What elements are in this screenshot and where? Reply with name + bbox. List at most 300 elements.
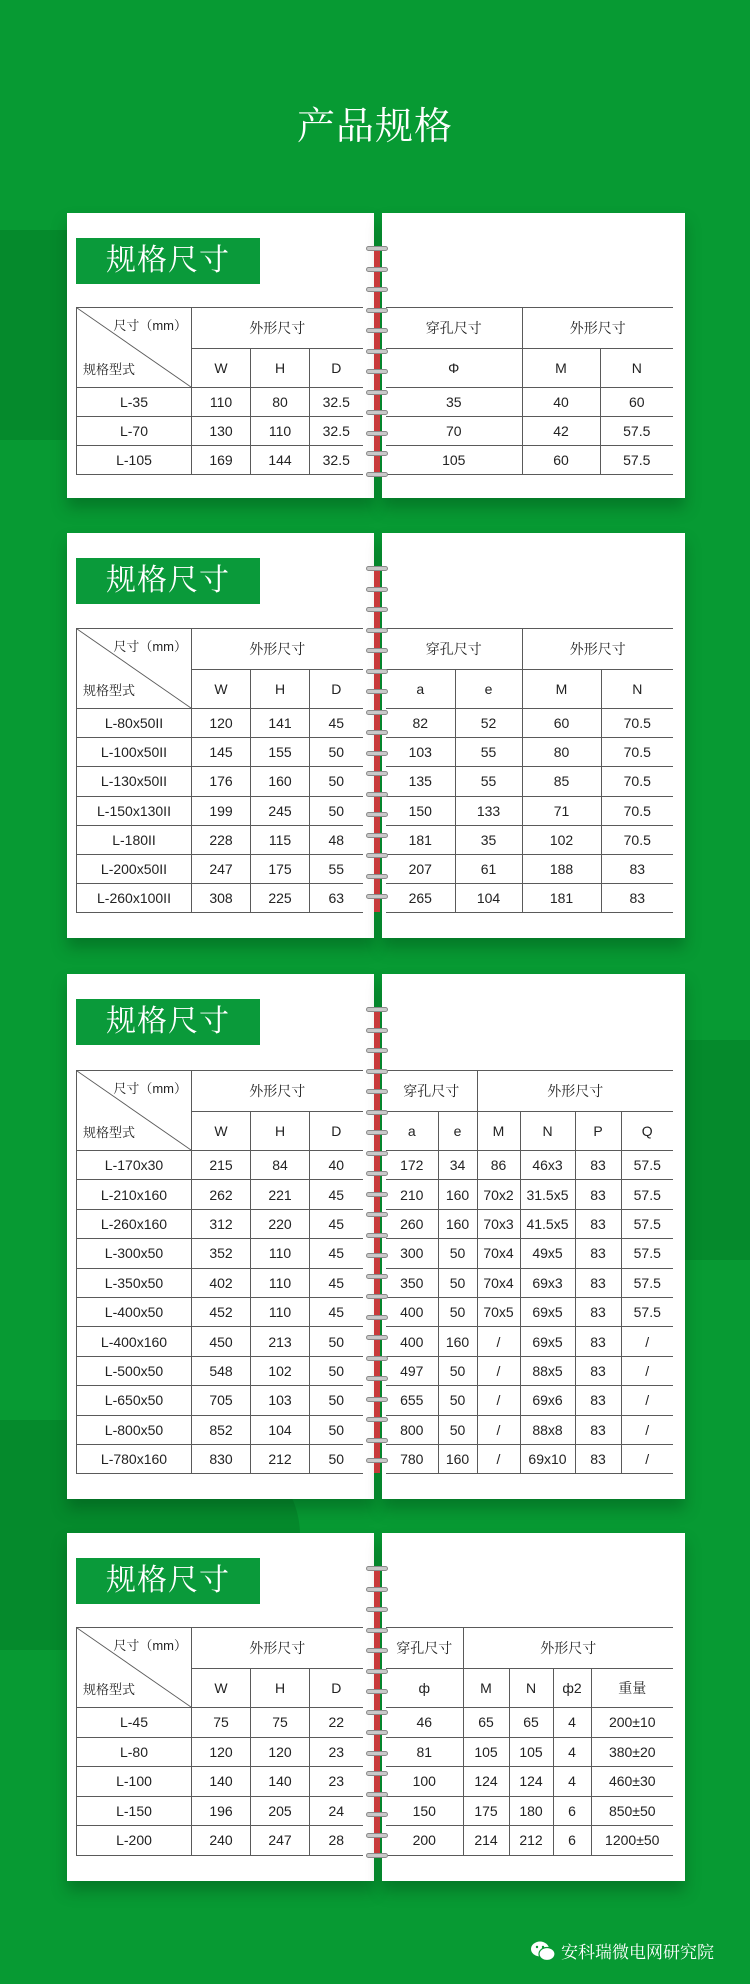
value-cell: 124 — [463, 1767, 509, 1797]
value-cell: 115 — [251, 825, 310, 854]
binding-ring — [366, 410, 388, 415]
binding-ring — [366, 1212, 388, 1217]
value-cell: 57.5 — [600, 417, 673, 446]
table-row — [386, 825, 673, 854]
value-cell: 247 — [192, 854, 251, 883]
corner-bottom-label: 规格型式 — [83, 362, 136, 377]
value-cell: 83 — [575, 1444, 621, 1473]
value-cell: 83 — [575, 1180, 621, 1209]
table-row — [386, 388, 673, 417]
column-header: N — [520, 1112, 575, 1151]
column-header: H — [251, 670, 310, 709]
value-cell: 402 — [192, 1268, 251, 1297]
column-header: a — [386, 1112, 438, 1151]
binding-ring — [366, 833, 388, 838]
value-cell: 40 — [310, 1151, 363, 1180]
corner-header — [77, 629, 192, 709]
value-cell: 110 — [251, 1268, 310, 1297]
value-cell: 497 — [386, 1356, 438, 1385]
value-cell: 265 — [386, 884, 455, 913]
model-cell: L-180II — [77, 825, 192, 854]
value-cell: 215 — [192, 1151, 251, 1180]
value-cell: 213 — [251, 1327, 310, 1356]
header-row — [77, 1071, 363, 1112]
header-row — [386, 349, 673, 388]
table-row — [77, 417, 363, 446]
table-row — [386, 1826, 673, 1856]
value-cell: / — [477, 1356, 520, 1385]
value-cell: 34 — [438, 1151, 477, 1180]
value-cell: 83 — [575, 1151, 621, 1180]
model-cell: L-350x50 — [77, 1268, 192, 1297]
value-cell: 135 — [386, 767, 455, 796]
table-row — [386, 1444, 673, 1473]
model-cell: L-150x130II — [77, 796, 192, 825]
value-cell: 85 — [522, 767, 601, 796]
value-cell: 212 — [509, 1826, 553, 1856]
column-header: P — [575, 1112, 621, 1151]
column-header: ф — [386, 1669, 463, 1708]
value-cell: 300 — [386, 1239, 438, 1268]
binding-ring — [366, 1812, 388, 1817]
group-header: 外形尺寸 — [522, 308, 673, 349]
value-cell: 705 — [192, 1386, 251, 1415]
table-row — [77, 767, 363, 796]
value-cell: 50 — [438, 1268, 477, 1297]
binding-ring — [366, 607, 388, 612]
table-row — [77, 388, 363, 417]
table-row — [386, 709, 673, 738]
spec-table-left — [76, 307, 363, 475]
spec-table-left — [76, 628, 363, 913]
value-cell: 181 — [522, 884, 601, 913]
binding-ring — [366, 689, 388, 694]
value-cell: 23 — [310, 1767, 363, 1797]
model-cell: L-650x50 — [77, 1386, 192, 1415]
table-row — [386, 854, 673, 883]
value-cell: 83 — [575, 1209, 621, 1238]
value-cell: 110 — [251, 417, 310, 446]
value-cell: 81 — [386, 1737, 463, 1767]
value-cell: / — [621, 1415, 673, 1444]
table-row — [77, 796, 363, 825]
value-cell: 400 — [386, 1297, 438, 1326]
value-cell: 40 — [522, 388, 600, 417]
binding-ring — [366, 1751, 388, 1756]
column-header: D — [310, 1112, 363, 1151]
model-cell: L-260x100II — [77, 884, 192, 913]
table-row — [386, 1415, 673, 1444]
model-cell: L-130x50II — [77, 767, 192, 796]
value-cell: 70x4 — [477, 1239, 520, 1268]
value-cell: 75 — [192, 1708, 251, 1738]
value-cell: / — [621, 1444, 673, 1473]
column-header: H — [251, 1669, 310, 1708]
binding-ring — [366, 730, 388, 735]
value-cell: 380±20 — [591, 1737, 673, 1767]
value-cell: 55 — [455, 738, 522, 767]
value-cell: 57.5 — [600, 446, 673, 475]
value-cell: 45 — [310, 709, 363, 738]
value-cell: 46 — [386, 1708, 463, 1738]
value-cell: 83 — [575, 1239, 621, 1268]
group-header: 外形尺寸 — [192, 308, 363, 349]
spec-table-right — [386, 1627, 673, 1856]
table-row — [77, 1327, 363, 1356]
binding-ring — [366, 1566, 388, 1571]
model-cell: L-780x160 — [77, 1444, 192, 1473]
value-cell: 50 — [310, 1327, 363, 1356]
binding-ring — [366, 1438, 388, 1443]
value-cell: 45 — [310, 1239, 363, 1268]
binding-ring — [366, 792, 388, 797]
value-cell: 144 — [251, 446, 310, 475]
value-cell: 110 — [251, 1239, 310, 1268]
binding-ring — [366, 1648, 388, 1653]
value-cell: 57.5 — [621, 1180, 673, 1209]
header-row — [386, 1669, 673, 1708]
value-cell: 800 — [386, 1415, 438, 1444]
group-header: 穿孔尺寸 — [386, 1071, 477, 1112]
value-cell: 140 — [251, 1767, 310, 1797]
column-header: D — [310, 349, 363, 388]
spec-table-left — [76, 1627, 363, 1856]
corner-top-label: 尺寸（mm） — [113, 1081, 187, 1096]
column-header: N — [601, 670, 673, 709]
model-cell: L-400x50 — [77, 1297, 192, 1326]
column-header: ф2 — [553, 1669, 591, 1708]
table-row — [77, 1444, 363, 1473]
value-cell: 400 — [386, 1327, 438, 1356]
value-cell: 57.5 — [621, 1297, 673, 1326]
column-header: M — [522, 670, 601, 709]
value-cell: 245 — [251, 796, 310, 825]
binding-ring — [366, 1171, 388, 1176]
binding-ring — [366, 566, 388, 571]
value-cell: 50 — [310, 1415, 363, 1444]
value-cell: 150 — [386, 796, 455, 825]
value-cell: 130 — [192, 417, 251, 446]
column-header: Φ — [386, 349, 522, 388]
group-header: 穿孔尺寸 — [386, 629, 522, 670]
value-cell: / — [477, 1386, 520, 1415]
binding-ring — [366, 1048, 388, 1053]
group-header: 外形尺寸 — [192, 629, 363, 670]
table-row — [77, 738, 363, 767]
value-cell: 50 — [310, 796, 363, 825]
value-cell: 830 — [192, 1444, 251, 1473]
binding-ring — [366, 1151, 388, 1156]
value-cell: 83 — [575, 1356, 621, 1385]
value-cell: 83 — [575, 1327, 621, 1356]
spec-table-left — [76, 1070, 363, 1474]
model-cell: L-80 — [77, 1737, 192, 1767]
value-cell: 160 — [438, 1180, 477, 1209]
value-cell: 133 — [455, 796, 522, 825]
spiral-spine — [374, 248, 380, 474]
binding-ring — [366, 1417, 388, 1422]
value-cell: 240 — [192, 1826, 251, 1856]
value-cell: 55 — [310, 854, 363, 883]
header-row — [386, 629, 673, 670]
table-row — [77, 709, 363, 738]
value-cell: 140 — [192, 1767, 251, 1797]
value-cell: 57.5 — [621, 1151, 673, 1180]
value-cell: 57.5 — [621, 1209, 673, 1238]
value-cell: 120 — [192, 1737, 251, 1767]
value-cell: 31.5x5 — [520, 1180, 575, 1209]
value-cell: 69x6 — [520, 1386, 575, 1415]
binding-ring — [366, 1356, 388, 1361]
binding-ring — [366, 369, 388, 374]
value-cell: / — [477, 1444, 520, 1473]
binding-ring — [366, 1130, 388, 1135]
value-cell: 141 — [251, 709, 310, 738]
column-header: M — [477, 1112, 520, 1151]
model-cell: L-105 — [77, 446, 192, 475]
value-cell: 212 — [251, 1444, 310, 1473]
value-cell: 88x5 — [520, 1356, 575, 1385]
binding-ring — [366, 1294, 388, 1299]
group-header: 穿孔尺寸 — [386, 308, 522, 349]
value-cell: 247 — [251, 1826, 310, 1856]
table-row — [386, 1737, 673, 1767]
value-cell: 69x5 — [520, 1327, 575, 1356]
table-row — [386, 1297, 673, 1326]
model-cell: L-300x50 — [77, 1239, 192, 1268]
spec-table-right — [386, 307, 673, 475]
value-cell: 82 — [386, 709, 455, 738]
model-cell: L-400x160 — [77, 1327, 192, 1356]
model-cell: L-80x50II — [77, 709, 192, 738]
value-cell: 42 — [522, 417, 600, 446]
model-cell: L-260x160 — [77, 1209, 192, 1238]
table-row — [77, 1239, 363, 1268]
table-row — [386, 1386, 673, 1415]
section-label: 规格尺寸 — [76, 999, 260, 1045]
binding-ring — [366, 1069, 388, 1074]
value-cell: / — [621, 1327, 673, 1356]
binding-ring — [366, 1089, 388, 1094]
binding-ring — [366, 1607, 388, 1612]
table-row — [386, 446, 673, 475]
header-row — [77, 629, 363, 670]
value-cell: 312 — [192, 1209, 251, 1238]
model-cell: L-35 — [77, 388, 192, 417]
model-cell: L-45 — [77, 1708, 192, 1738]
binding-ring — [366, 812, 388, 817]
value-cell: 308 — [192, 884, 251, 913]
table-row — [386, 1268, 673, 1297]
value-cell: 32.5 — [310, 388, 363, 417]
value-cell: 452 — [192, 1297, 251, 1326]
value-cell: 46x3 — [520, 1151, 575, 1180]
binding-ring — [366, 1771, 388, 1776]
value-cell: 105 — [509, 1737, 553, 1767]
footer-text: 安科瑞微电网研究院 — [561, 1943, 714, 1962]
table-row — [77, 1708, 363, 1738]
column-header: e — [438, 1112, 477, 1151]
binding-ring — [366, 472, 388, 477]
binding-ring — [366, 1628, 388, 1633]
value-cell: 205 — [251, 1796, 310, 1826]
value-cell: 102 — [522, 825, 601, 854]
value-cell: 55 — [455, 767, 522, 796]
value-cell: 45 — [310, 1180, 363, 1209]
value-cell: 145 — [192, 738, 251, 767]
binding-ring — [366, 1397, 388, 1402]
value-cell: 70.5 — [601, 825, 673, 854]
value-cell: 150 — [386, 1796, 463, 1826]
binding-ring — [366, 1192, 388, 1197]
value-cell: / — [477, 1415, 520, 1444]
table-row — [77, 854, 363, 883]
table-row — [77, 1415, 363, 1444]
binding-ring — [366, 328, 388, 333]
value-cell: 70 — [386, 417, 522, 446]
table-row — [386, 1796, 673, 1826]
value-cell: 180 — [509, 1796, 553, 1826]
value-cell: 169 — [192, 446, 251, 475]
group-header: 外形尺寸 — [192, 1628, 363, 1669]
value-cell: 70.5 — [601, 767, 673, 796]
value-cell: 49x5 — [520, 1239, 575, 1268]
value-cell: 160 — [438, 1327, 477, 1356]
table-row — [386, 884, 673, 913]
value-cell: 35 — [386, 388, 522, 417]
binding-ring — [366, 246, 388, 251]
page-title: 产品规格 — [296, 106, 453, 148]
value-cell: 32.5 — [310, 446, 363, 475]
table-row — [386, 1767, 673, 1797]
value-cell: 780 — [386, 1444, 438, 1473]
value-cell: 200±10 — [591, 1708, 673, 1738]
value-cell: 48 — [310, 825, 363, 854]
binding-ring — [366, 1253, 388, 1258]
value-cell: 460±30 — [591, 1767, 673, 1797]
table-row — [77, 1151, 363, 1180]
value-cell: 86 — [477, 1151, 520, 1180]
value-cell: 75 — [251, 1708, 310, 1738]
value-cell: 4 — [553, 1767, 591, 1797]
value-cell: 548 — [192, 1356, 251, 1385]
value-cell: 352 — [192, 1239, 251, 1268]
value-cell: 45 — [310, 1268, 363, 1297]
section-label: 规格尺寸 — [76, 558, 260, 604]
value-cell: 50 — [310, 1444, 363, 1473]
value-cell: 110 — [251, 1297, 310, 1326]
value-cell: 4 — [553, 1737, 591, 1767]
table-row — [77, 1796, 363, 1826]
value-cell: 70.5 — [601, 796, 673, 825]
value-cell: 350 — [386, 1268, 438, 1297]
corner-header — [77, 1071, 192, 1151]
value-cell: / — [621, 1386, 673, 1415]
header-row — [386, 1628, 673, 1669]
value-cell: 6 — [553, 1796, 591, 1826]
binding-ring — [366, 349, 388, 354]
value-cell: 45 — [310, 1209, 363, 1238]
value-cell: 175 — [251, 854, 310, 883]
binding-ring — [366, 710, 388, 715]
value-cell: 24 — [310, 1796, 363, 1826]
model-cell: L-100 — [77, 1767, 192, 1797]
value-cell: 69x10 — [520, 1444, 575, 1473]
group-header: 外形尺寸 — [192, 1071, 363, 1112]
corner-top-label: 尺寸（mm） — [113, 1638, 187, 1653]
value-cell: 172 — [386, 1151, 438, 1180]
table-row — [77, 1386, 363, 1415]
model-cell: L-170x30 — [77, 1151, 192, 1180]
value-cell: / — [477, 1327, 520, 1356]
table-row — [386, 767, 673, 796]
corner-bottom-label: 规格型式 — [83, 1682, 136, 1697]
value-cell: 83 — [575, 1386, 621, 1415]
table-row — [386, 1180, 673, 1209]
corner-top-label: 尺寸（mm） — [113, 639, 187, 654]
table-row — [386, 1708, 673, 1738]
corner-header — [77, 1628, 192, 1708]
section-label: 规格尺寸 — [76, 1558, 260, 1604]
table-row — [77, 1297, 363, 1326]
value-cell: 50 — [438, 1239, 477, 1268]
binding-ring — [366, 1274, 388, 1279]
column-header: W — [192, 1112, 251, 1151]
table-row — [77, 1737, 363, 1767]
value-cell: 210 — [386, 1180, 438, 1209]
value-cell: 61 — [455, 854, 522, 883]
corner-top-label: 尺寸（mm） — [113, 318, 187, 333]
value-cell: 50 — [310, 738, 363, 767]
value-cell: 262 — [192, 1180, 251, 1209]
table-row — [77, 1268, 363, 1297]
value-cell: 104 — [251, 1415, 310, 1444]
group-header: 外形尺寸 — [463, 1628, 673, 1669]
column-header: M — [463, 1669, 509, 1708]
column-header: N — [600, 349, 673, 388]
table-row — [77, 1767, 363, 1797]
column-header: H — [251, 1112, 310, 1151]
value-cell: 60 — [522, 446, 600, 475]
value-cell: 160 — [251, 767, 310, 796]
binding-ring — [366, 287, 388, 292]
value-cell: 4 — [553, 1708, 591, 1738]
value-cell: 45 — [310, 1297, 363, 1326]
header-row — [386, 308, 673, 349]
value-cell: 214 — [463, 1826, 509, 1856]
binding-ring — [366, 1110, 388, 1115]
value-cell: 70x2 — [477, 1180, 520, 1209]
value-cell: 100 — [386, 1767, 463, 1797]
binding-ring — [366, 587, 388, 592]
value-cell: 41.5x5 — [520, 1209, 575, 1238]
model-cell: L-200x50II — [77, 854, 192, 883]
value-cell: 88x8 — [520, 1415, 575, 1444]
spec-table-right — [386, 1070, 673, 1474]
value-cell: 110 — [192, 388, 251, 417]
header-row — [386, 670, 673, 709]
binding-ring — [366, 853, 388, 858]
value-cell: 105 — [463, 1737, 509, 1767]
binding-ring — [366, 1335, 388, 1340]
value-cell: 852 — [192, 1415, 251, 1444]
binding-ring — [366, 308, 388, 313]
group-header: 外形尺寸 — [522, 629, 673, 670]
binding-ring — [366, 1315, 388, 1320]
value-cell: 63 — [310, 884, 363, 913]
value-cell: 225 — [251, 884, 310, 913]
column-header: 重量 — [591, 1669, 673, 1708]
